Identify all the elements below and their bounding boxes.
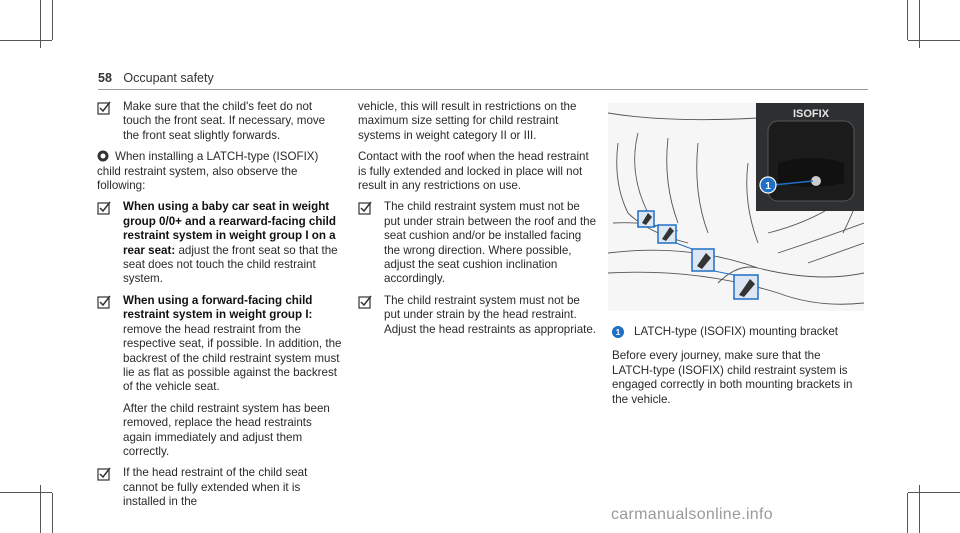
- item-body: remove the head restraint from the respective seat, if possible. In addition, the backrest of the child restraint system must lie as flat as possible against the backrest of the vehicle seat.: [123, 322, 342, 394]
- caption-paragraph: Before every journey, make sure that the LATCH-type (ISOFIX) child restraint system is engaged correctly in both mounting brackets in the vehicle.: [612, 349, 853, 406]
- crop-mark: [52, 0, 53, 40]
- checklist-item: [97, 466, 342, 509]
- item-text: The child restraint system must not be put under strain between the roof and the seat cushion and/or be installed facing the wrong direction. Where possible, adjust the seat cushion inclination accordingly.: [384, 200, 597, 286]
- paragraph: vehicle, this will result in restrictions on the maximum size setting for child restraint systems in weight category II or III.: [358, 100, 577, 142]
- note-text: When installing a LATCH-type (ISOFIX) child restraint system, also observe the following:: [97, 150, 319, 193]
- item-body: adjust the front seat so that the seat does not touch the child restraint system.: [123, 243, 338, 286]
- checkbox-icon: [358, 201, 372, 215]
- crop-mark: [0, 492, 52, 493]
- checklist-item: [97, 200, 342, 286]
- checkbox-icon: [97, 295, 111, 309]
- checkbox-icon: [97, 467, 111, 481]
- item-text: [123, 294, 342, 395]
- isofix-illustration: [608, 103, 864, 311]
- checklist-item: [358, 294, 598, 337]
- callout-number: 1: [765, 181, 771, 192]
- item-text: The child restraint system must not be put under strain by the head restraint. Adjust the head restraints as appropriate.: [384, 293, 597, 336]
- item-heading: When using a forward-facing child restraint system in weight group I:: [123, 293, 313, 322]
- checklist-item: [97, 100, 342, 143]
- crop-mark: [52, 493, 53, 533]
- item-text: Make sure that the child's feet do not touch the front seat. If necessary, move the front seat slightly forwards.: [123, 100, 326, 142]
- item-text: [123, 200, 342, 286]
- page-number: 58: [98, 71, 112, 85]
- legend-label: LATCH-type (ISOFIX) mounting bracket: [634, 325, 839, 338]
- item-heading: When using a baby car seat in weight group 0/0+ and a rearward-facing child restraint system in weight group I on a rear seat:: [123, 200, 336, 257]
- checklist-item: [97, 294, 342, 459]
- rear-seat-drawing: [608, 103, 864, 311]
- info-note-icon: [97, 150, 109, 162]
- crop-mark: [907, 0, 908, 40]
- item-text: If the head restraint of the child seat cannot be fully extended when it is installed in the: [123, 466, 308, 509]
- header-divider: [98, 89, 868, 90]
- checkbox-icon: [97, 101, 111, 115]
- crop-mark: [907, 493, 908, 533]
- note-paragraph: [97, 150, 342, 193]
- column-left: [97, 100, 342, 517]
- crop-mark: [908, 40, 960, 41]
- item-text-continued: After the child restraint system has been removed, replace the head restraints again immediately and adjust them correctly.: [123, 401, 330, 458]
- checkbox-icon: [97, 201, 111, 215]
- checklist-item: [358, 200, 598, 286]
- legend-badge: 1: [612, 326, 624, 338]
- watermark: carmanualsonline.info: [611, 506, 773, 523]
- page-header: [98, 71, 214, 85]
- paragraph: Contact with the roof when the head restraint is fully extended and locked in place will not result in any restrictions on use.: [358, 150, 589, 193]
- isofix-label: ISOFIX: [792, 108, 830, 120]
- section-title: Occupant safety: [123, 71, 214, 85]
- column-middle: [358, 100, 598, 344]
- legend-row: [612, 325, 864, 339]
- crop-mark: [0, 40, 52, 41]
- figure-caption: [612, 325, 864, 407]
- checkbox-icon: [358, 295, 372, 309]
- crop-mark: [908, 492, 960, 493]
